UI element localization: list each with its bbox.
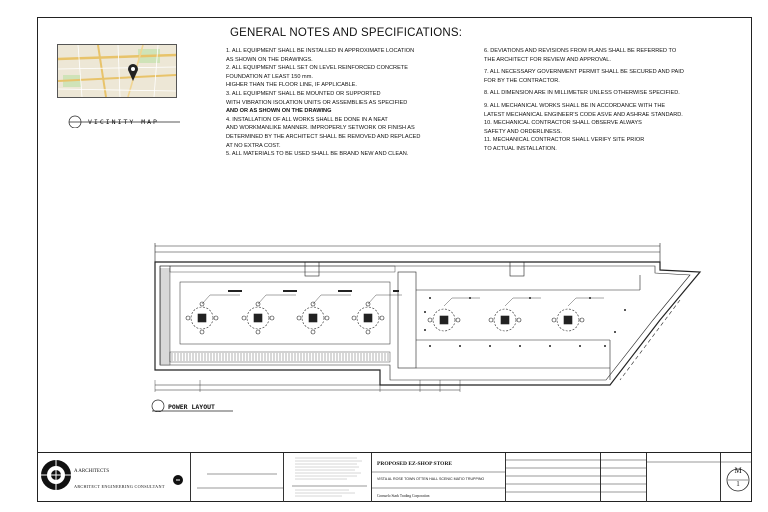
note-line: 8. ALL DIMENSION ARE IN MILLIMETER UNLESS OTHERWISE SPECIFIED. <box>484 90 680 97</box>
project-owner: Consuelo Stark Trading Corporation <box>377 494 430 498</box>
note-line: 9. ALL MECHANICAL WORKS SHALL BE IN ACCORDANCE WITH THE <box>484 102 666 109</box>
note-line: FOR BY THE CONTRACTOR. <box>484 77 560 84</box>
note-line: 2. ALL EQUIPMENT SHALL SET ON LEVEL REINFORCED CONCRETE <box>226 65 408 72</box>
note-line: SAFETY AND ORDERLINESS. <box>484 128 562 135</box>
note-line: 1. ALL EQUIPMENT SHALL BE INSTALLED IN APPROXIMATE LOCATION <box>226 48 415 54</box>
firm-logo-icon <box>38 456 78 496</box>
note-line: 3. ALL EQUIPMENT SHALL BE MOUNTED OR SUPPORTED <box>226 90 381 97</box>
page-title: GENERAL NOTES AND SPECIFICATIONS: <box>230 27 463 39</box>
note-line: AND WORKMANLIKE MANNER. IMPROPERLY SETWORK OR FINISH AS <box>226 125 415 132</box>
power-layout-plan <box>140 240 740 400</box>
note-line: TO ACTUAL INSTALLATION. <box>484 145 557 152</box>
note-line: 6. DEVIATIONS AND REVISIONS FROM PLANS SHALL BE REFERRED TO <box>484 48 677 54</box>
project-location: VISTA AL ROSE TOWN OTTEN HALL SCENIC MATIO TRUPPINO <box>377 477 485 481</box>
note-line: WITH VIBRATION ISOLATION UNITS OR ASSEMBLIES AS SPECIFIED <box>226 99 408 106</box>
north-arrow-icon <box>172 474 184 486</box>
firm-tagline: ARCHITECT ENGINEERING CONSULTANT <box>74 484 165 489</box>
note-line: THE ARCHITECT FOR REVIEW AND APPROVAL. <box>484 56 611 63</box>
equipment-units <box>186 302 584 334</box>
note-line: 4. INSTALLATION OF ALL WORKS SHALL BE DONE IN A NEAT <box>226 116 388 123</box>
note-line: 5. ALL MATERIALS TO BE USED SHALL BE BRAND NEW AND CLEAN. <box>226 151 409 158</box>
vicinity-map <box>57 44 177 98</box>
note-line: AS SHOWN ON THE DRAWINGS. <box>226 56 313 63</box>
vicinity-map-graphic <box>58 45 176 97</box>
notes-right-column <box>484 47 684 154</box>
note-line: AT NO EXTRA COST. <box>226 142 281 149</box>
note-line: 10. MECHANICAL CONTRACTOR SHALL OBSERVE ALWAYS <box>484 120 642 127</box>
sheet-letter: M <box>734 466 742 475</box>
note-line: AND OR AS SHOWN ON THE DRAWING <box>226 108 332 115</box>
note-line: DETERMINED BY THE ARCHITECT SHALL BE REMOVED AND REPLACED <box>226 133 421 140</box>
power-layout-label: POWER LAYOUT <box>168 403 215 411</box>
notes-left-column <box>226 47 420 159</box>
note-line: 11. MECHANICAL CONTRACTOR SHALL VERIFY SITE PRIOR <box>484 137 645 144</box>
project-title: PROPOSED EZ-SHOP STORE <box>377 461 453 467</box>
note-line: FOUNDATION AT LEAST 150 mm. <box>226 73 313 80</box>
vicinity-map-label: VICINITY MAP <box>88 118 159 126</box>
firm-name: A ARCHITECTS <box>74 469 110 474</box>
note-line: LATEST MECHANICAL ENGINEER'S CODE ASVE AND ASHRAE STANDARD. <box>484 111 683 118</box>
note-line: HIGHER THAN THE FLOOR LINE, IF APPLICABLE. <box>226 82 357 89</box>
note-line: 7. ALL NECESSARY GOVERNMENT PERMIT SHALL BE SECURED AND PAID <box>484 69 684 76</box>
sheet-number: 1 <box>736 480 740 488</box>
